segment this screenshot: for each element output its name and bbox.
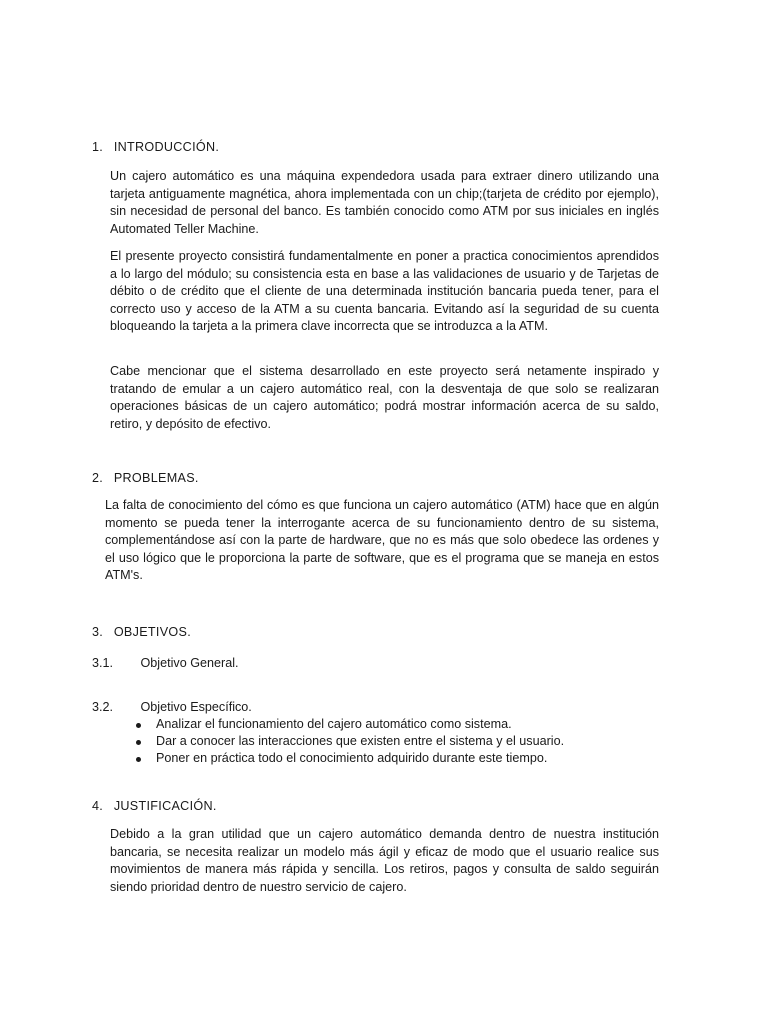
intro-paragraph-2: El presente proyecto consistirá fundamentalmente en poner a practica conocimientos aprendidos a lo largo del módulo; su consistencia esta en base a las validaciones de usuario y de Tarjetas de débito o de crédito que el cliente de una determinada institución bancaria pueda tener, para el correcto uso y acceso de la ATM a su cuenta bancaria. Evitando así la seguridad de su cuenta bloqueando la tarjeta a la primera clave incorrecta que se introduzca a la ATM. xyxy=(110,249,659,334)
section-heading-justification xyxy=(92,798,217,816)
list-item-text: Dar a conocer las interacciones que existen entre el sistema y el usuario. xyxy=(156,734,565,749)
subsection-general-objective xyxy=(92,655,239,673)
list-item-text: Poner en práctica todo el conocimiento adquirido durante este tiempo. xyxy=(156,751,548,766)
section-title: INTRODUCCIÓN. xyxy=(113,140,220,154)
subsection-title: Objetivo Específico. xyxy=(140,700,252,714)
subsection-number: 3.2. xyxy=(92,700,114,714)
justification-paragraph: Debido a la gran utilidad que un cajero automático demanda dentro de nuestra institución bancaria, se necesita realizar un modelo más ágil y eficaz de modo que el usuario realice sus movimientos de manera más rápida y sencilla. Los retiros, pagos y consulta de saldo seguirán siendo prioridad dentro de nuestro servicio de cajero. xyxy=(110,827,659,894)
section-title: JUSTIFICACIÓN. xyxy=(113,799,217,813)
bullet-icon xyxy=(136,723,141,728)
section-heading-introduction xyxy=(92,139,219,157)
subsection-specific-objective xyxy=(92,699,252,717)
section-heading-objectives xyxy=(92,624,191,642)
list-item-text: Analizar el funcionamiento del cajero automático como sistema. xyxy=(156,717,512,731)
list-item xyxy=(136,750,564,767)
problems-paragraph: La falta de conocimiento del cómo es que funciona un cajero automático (ATM) hace que en algún momento se pueda tener la interrogante acerca de su funcionamiento dentro de su sistema, complementándose así con la parte de hardware, que no es más que solo obedece las ordenes y el uso lógico que le proporciona la parte de software, que es el programa que se maneja en estos ATM's. xyxy=(105,498,659,583)
bullet-icon xyxy=(136,757,141,762)
intro-paragraph-1: Un cajero automático es una máquina expendedora usada para extraer dinero utilizando una tarjeta antiguamente magnética, ahora implementada con un chip;(tarjeta de crédito por ejemplo), sin necesidad de personal del banco. Es también conocido como ATM por sus iniciales en inglés Automated Teller Machine. xyxy=(110,169,659,236)
section-title: OBJETIVOS. xyxy=(113,625,191,639)
specific-objectives-list xyxy=(136,716,564,768)
section-title: PROBLEMAS. xyxy=(113,471,199,485)
section-heading-problems xyxy=(92,470,199,488)
section-number: 1. xyxy=(92,140,104,154)
subsection-title: Objetivo General. xyxy=(140,656,239,670)
section-number: 2. xyxy=(92,471,104,485)
subsection-number: 3.1. xyxy=(92,656,114,670)
bullet-icon xyxy=(136,740,141,745)
section-number: 3. xyxy=(92,625,104,639)
list-item xyxy=(136,716,564,733)
intro-paragraph-3: Cabe mencionar que el sistema desarrollado en este proyecto será netamente inspirado y tratando de emular a un cajero automático real, con la desventaja de que solo se realizaran operaciones básicas de un cajero automático; podrá mostrar información acerca de su saldo, retiro, y depósito de efectivo. xyxy=(110,364,659,431)
section-number: 4. xyxy=(92,799,104,813)
list-item xyxy=(136,733,564,750)
